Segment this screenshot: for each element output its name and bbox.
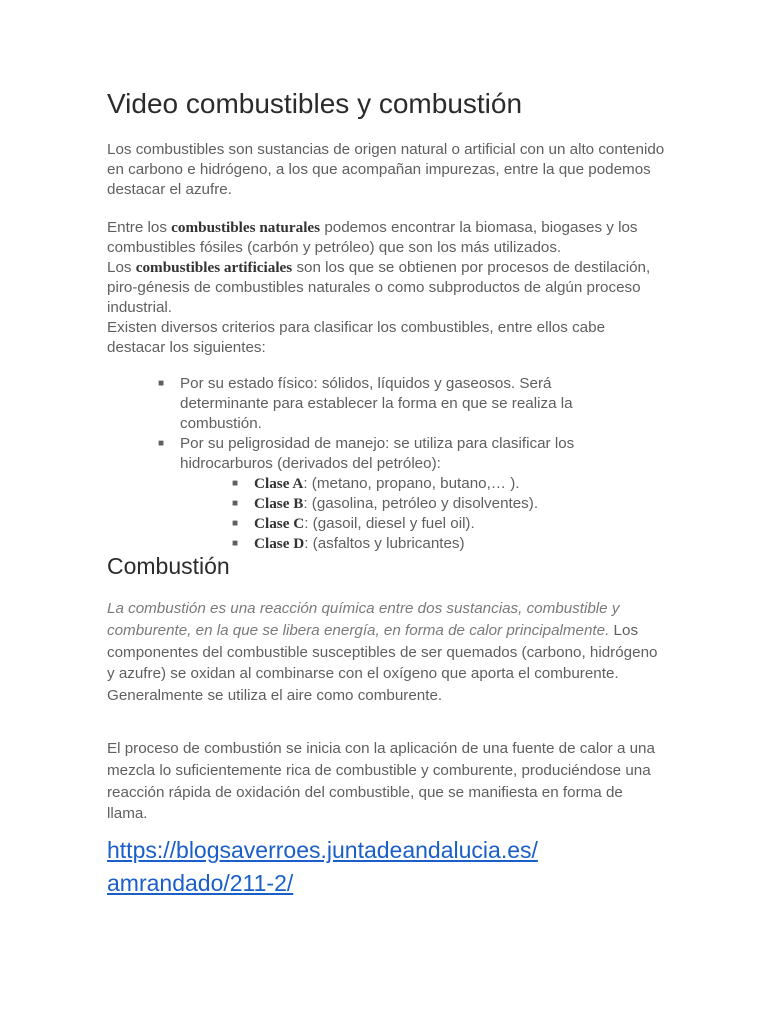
class-desc: : (gasoil, diesel y fuel oil). xyxy=(304,515,475,532)
class-name: Clase B xyxy=(254,495,304,512)
criteria-list xyxy=(158,374,638,474)
bullet-icon: ■ xyxy=(232,478,239,489)
combustion-rest: Los componentes del combustible susceptibles de ser quemados (carbono, hidrógeno y azufre) se oxidan al combinarse con el oxígeno que aporta el comburente. Generalmente se utiliza el aire como comburente. xyxy=(107,621,658,705)
bullet-icon: ■ xyxy=(232,498,239,509)
source-link[interactable] xyxy=(107,834,667,900)
bullet-icon: ■ xyxy=(158,378,165,389)
list-item xyxy=(232,514,652,534)
criteria-text: Por su estado físico: sólidos, líquidos y gaseosos. Será determinante para establecer la forma en que se realiza la combustión. xyxy=(180,375,573,432)
list-item xyxy=(158,434,638,474)
class-desc: : (metano, propano, butano,… ). xyxy=(303,475,520,492)
class-name: Clase C xyxy=(254,515,305,532)
natural-post: podemos encontrar la biomasa, biogases y los combustibles fósiles (carbón y petróleo) que son los más utilizados. xyxy=(107,219,638,256)
class-desc: : (gasolina, petróleo y disolventes). xyxy=(303,495,539,512)
combustion-paragraph xyxy=(107,598,667,707)
class-desc: : (asfaltos y lubricantes) xyxy=(304,535,465,552)
page-title: Video combustibles y combustión xyxy=(107,88,523,119)
natural-pre: Entre los xyxy=(107,219,172,236)
artificial-pre: Los xyxy=(107,259,136,276)
bullet-icon: ■ xyxy=(232,538,239,549)
combustion-heading: Combustión xyxy=(107,553,230,579)
criteria-intro: Existen diversos criterios para clasificar los combustibles, entre ellos cabe destacar los siguientes: xyxy=(107,319,606,356)
artificial-post: son los que se obtienen por procesos de destilación, piro-génesis de combustibles naturales o como subproductos de algún proceso industrial. xyxy=(107,259,651,316)
link-line-1[interactable]: https://blogsaverroes.juntadeandalucia.es/ xyxy=(107,837,538,863)
bullet-icon: ■ xyxy=(158,438,165,449)
link-line-2[interactable]: amrandado/211-2/ xyxy=(107,870,294,896)
list-item xyxy=(158,374,638,434)
criteria-text: Por su peligrosidad de manejo: se utiliza para clasificar los hidrocarburos (derivados del petróleo): xyxy=(180,435,575,472)
combustion-definition: La combustión es una reacción química entre dos sustancias, combustible y comburente, en la que se libera energía, en forma de calor principalmente. xyxy=(107,600,620,639)
class-name: Clase D xyxy=(254,535,305,552)
classes-list xyxy=(232,474,652,554)
artificial-term: combustibles artificiales xyxy=(135,259,293,276)
list-item xyxy=(232,534,652,554)
natural-artificial-paragraph xyxy=(107,218,667,358)
process-paragraph: El proceso de combustión se inicia con la aplicación de una fuente de calor a una mezcla lo suficientemente rica de combustible y comburente, produciéndose una reacción rápida de oxidación del combustible, que se manifiesta en forma de llama. xyxy=(107,740,655,823)
list-item xyxy=(232,474,652,494)
intro-paragraph: Los combustibles son sustancias de origen natural o artificial con un alto contenido en carbono e hidrógeno, a los que acompañan impurezas, entre la que podemos destacar el azufre. xyxy=(107,141,665,198)
natural-term: combustibles naturales xyxy=(171,219,321,236)
list-item xyxy=(232,494,652,514)
bullet-icon: ■ xyxy=(232,518,239,529)
class-name: Clase A xyxy=(254,475,304,492)
